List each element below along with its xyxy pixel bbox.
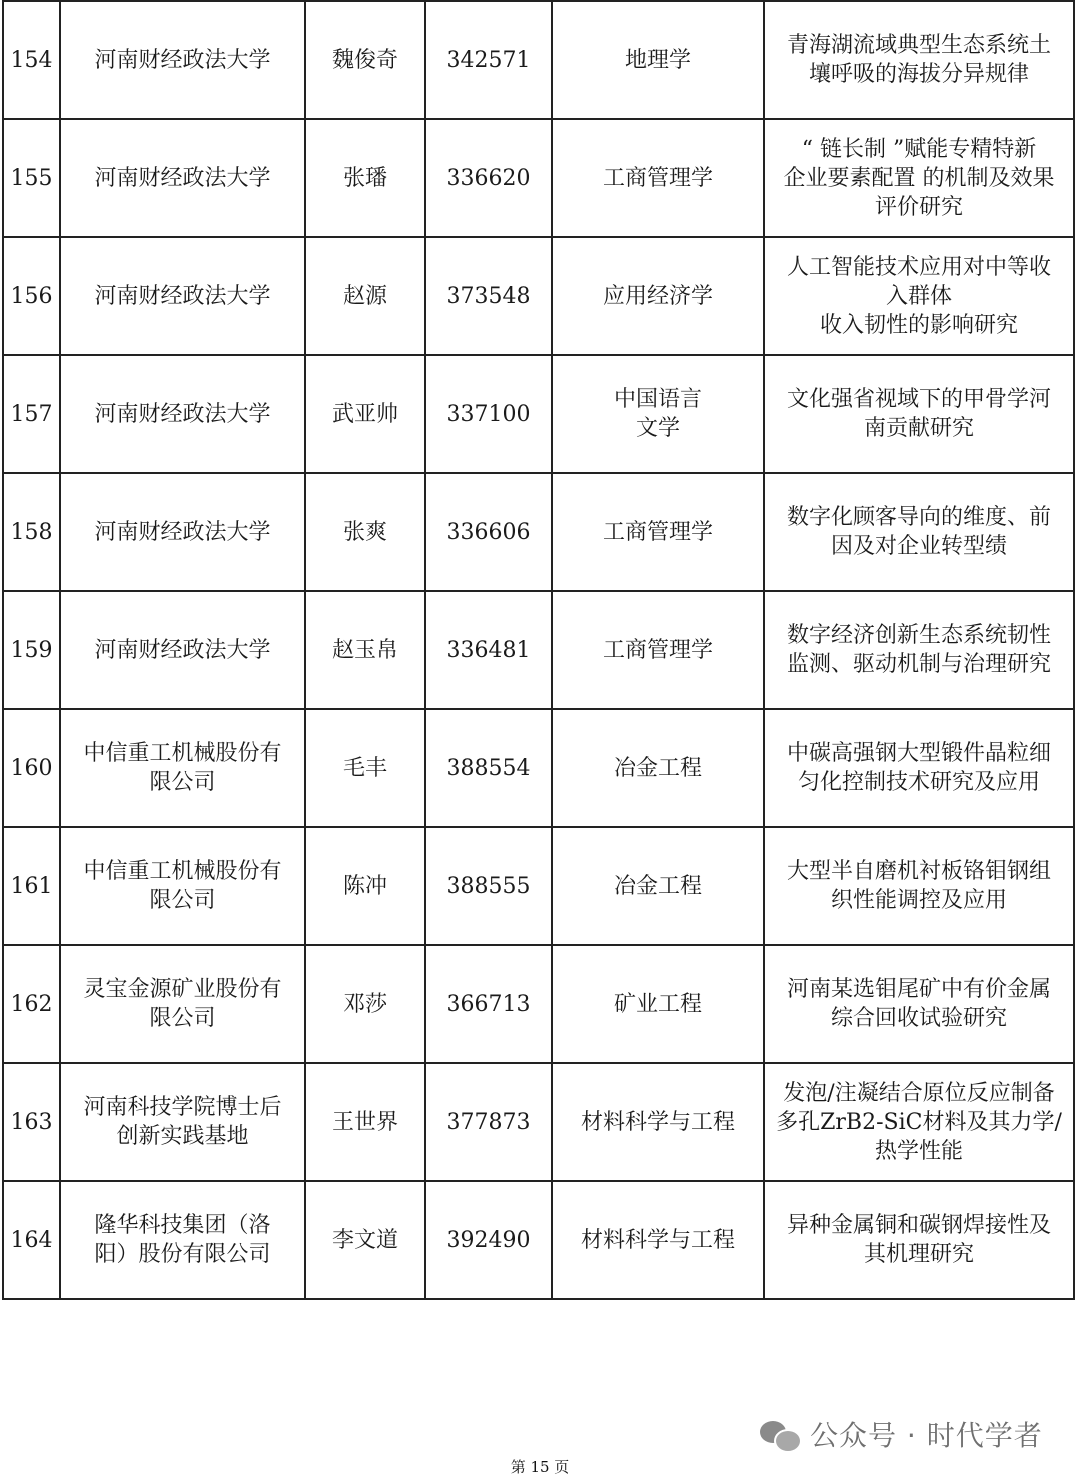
- row-number: 158: [3, 473, 60, 591]
- subject: 材料科学与工程: [552, 1063, 764, 1181]
- unit-name: 灵宝金源矿业股份有 限公司: [60, 945, 305, 1063]
- project-id: 337100: [425, 355, 552, 473]
- subject: 工商管理学: [552, 473, 764, 591]
- project-id: 342571: [425, 1, 552, 119]
- project-id: 392490: [425, 1181, 552, 1299]
- subject: 冶金工程: [552, 827, 764, 945]
- table-row: [3, 237, 1074, 355]
- table-row: [3, 945, 1074, 1063]
- unit-name: 河南科技学院博士后 创新实践基地: [60, 1063, 305, 1181]
- unit-name: 河南财经政法大学: [60, 473, 305, 591]
- unit-name: 河南财经政法大学: [60, 119, 305, 237]
- wechat-icon: [760, 1417, 800, 1451]
- person-name: 赵源: [305, 237, 425, 355]
- unit-name: 河南财经政法大学: [60, 237, 305, 355]
- grant-table: [2, 0, 1075, 1300]
- person-name: 魏俊奇: [305, 1, 425, 119]
- unit-name: 隆华科技集团（洛 阳）股份有限公司: [60, 1181, 305, 1299]
- row-number: 162: [3, 945, 60, 1063]
- person-name: 陈冲: [305, 827, 425, 945]
- table-body: [3, 1, 1074, 1299]
- row-number: 154: [3, 1, 60, 119]
- project-title: 河南某选钼尾矿中有价金属 综合回收试验研究: [764, 945, 1074, 1063]
- table-row: [3, 119, 1074, 237]
- person-name: 张爽: [305, 473, 425, 591]
- person-name: 李文道: [305, 1181, 425, 1299]
- project-id: 377873: [425, 1063, 552, 1181]
- table-row: [3, 473, 1074, 591]
- page-number: 第 15 页: [510, 1458, 570, 1476]
- table-row: [3, 591, 1074, 709]
- row-number: 159: [3, 591, 60, 709]
- table-row: [3, 1, 1074, 119]
- unit-name: 中信重工机械股份有 限公司: [60, 709, 305, 827]
- table-row: [3, 355, 1074, 473]
- subject: 材料科学与工程: [552, 1181, 764, 1299]
- table-row: [3, 709, 1074, 827]
- row-number: 155: [3, 119, 60, 237]
- row-number: 163: [3, 1063, 60, 1181]
- table-row: [3, 1063, 1074, 1181]
- project-title: 大型半自磨机衬板铬钼钢组 织性能调控及应用: [764, 827, 1074, 945]
- row-number: 160: [3, 709, 60, 827]
- project-title: 数字经济创新生态系统韧性 监测、驱动机制与治理研究: [764, 591, 1074, 709]
- project-title: 文化强省视域下的甲骨学河 南贡献研究: [764, 355, 1074, 473]
- table-row: [3, 827, 1074, 945]
- project-title: 发泡/注凝结合原位反应制备 多孔ZrB2-SiC材料及其力学/ 热学性能: [764, 1063, 1074, 1181]
- table-row: [3, 1181, 1074, 1299]
- subject: 矿业工程: [552, 945, 764, 1063]
- person-name: 赵玉帛: [305, 591, 425, 709]
- unit-name: 河南财经政法大学: [60, 355, 305, 473]
- project-title: 异种金属铜和碳钢焊接性及 其机理研究: [764, 1181, 1074, 1299]
- subject: 冶金工程: [552, 709, 764, 827]
- project-title: 中碳高强钢大型锻件晶粒细 匀化控制技术研究及应用: [764, 709, 1074, 827]
- subject: 中国语言 文学: [552, 355, 764, 473]
- row-number: 164: [3, 1181, 60, 1299]
- row-number: 156: [3, 237, 60, 355]
- unit-name: 河南财经政法大学: [60, 591, 305, 709]
- subject: 应用经济学: [552, 237, 764, 355]
- project-id: 336606: [425, 473, 552, 591]
- person-name: 邓莎: [305, 945, 425, 1063]
- project-title: 青海湖流域典型生态系统土 壤呼吸的海拔分异规律: [764, 1, 1074, 119]
- row-number: 157: [3, 355, 60, 473]
- person-name: 武亚帅: [305, 355, 425, 473]
- project-id: 336481: [425, 591, 552, 709]
- project-id: 388555: [425, 827, 552, 945]
- person-name: 张璠: [305, 119, 425, 237]
- subject: 工商管理学: [552, 591, 764, 709]
- subject: 地理学: [552, 1, 764, 119]
- row-number: 161: [3, 827, 60, 945]
- subject: 工商管理学: [552, 119, 764, 237]
- wechat-watermark: [760, 1414, 1043, 1454]
- person-name: 毛丰: [305, 709, 425, 827]
- project-id: 388554: [425, 709, 552, 827]
- project-title: “ 链长制 ”赋能专精特新 企业要素配置 的机制及效果 评价研究: [764, 119, 1074, 237]
- person-name: 王世界: [305, 1063, 425, 1181]
- unit-name: 河南财经政法大学: [60, 1, 305, 119]
- project-id: 336620: [425, 119, 552, 237]
- project-id: 373548: [425, 237, 552, 355]
- project-title: 数字化顾客导向的维度、前 因及对企业转型绩: [764, 473, 1074, 591]
- unit-name: 中信重工机械股份有 限公司: [60, 827, 305, 945]
- project-title: 人工智能技术应用对中等收 入群体 收入韧性的影响研究: [764, 237, 1074, 355]
- project-id: 366713: [425, 945, 552, 1063]
- watermark-text: 公众号 · 时代学者: [810, 1419, 1043, 1452]
